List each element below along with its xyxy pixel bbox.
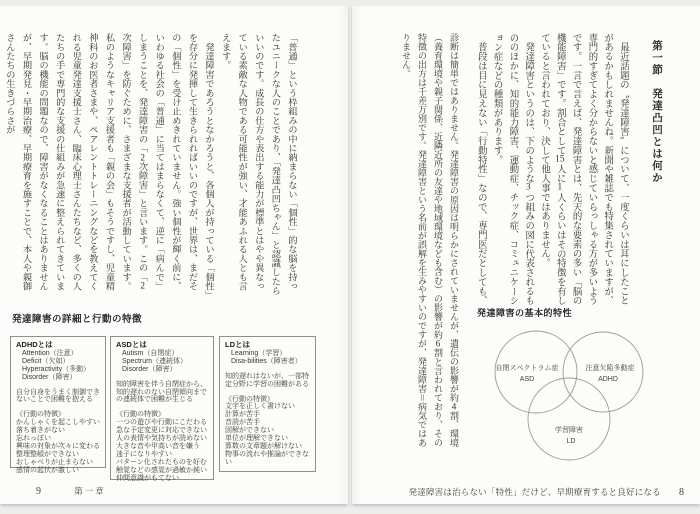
trait-line: 落ち着きがない bbox=[16, 427, 65, 435]
venn-abbr-asd: ASD bbox=[519, 376, 535, 383]
venn-label-asd: 自閉スペクトラム症 bbox=[495, 365, 559, 372]
venn-diagram bbox=[479, 318, 661, 466]
acronym-line: Hyperactivity（多動） bbox=[22, 365, 91, 373]
traits-list bbox=[116, 419, 209, 482]
trait-line: 急な予定変更に対応できない bbox=[116, 427, 207, 435]
acronym-line: Disorder（障害） bbox=[122, 365, 177, 373]
right-page-upper-text bbox=[472, 33, 630, 309]
inline-number: 1 bbox=[557, 183, 563, 193]
venn-diagram-heading: 発達障害の基本的特性 bbox=[477, 308, 573, 318]
venn-circle-ld bbox=[528, 378, 610, 460]
trait-line: 忘れっぽい bbox=[16, 435, 51, 443]
trait-line: かんしゃくを起こしやすい bbox=[16, 419, 100, 427]
trait-line: 音読が苦手 bbox=[225, 419, 260, 427]
acronym-line: Disorder（障害） bbox=[22, 373, 77, 381]
page-number: 9 bbox=[36, 486, 42, 497]
acronym-line: Attention（注意） bbox=[22, 349, 78, 357]
trait-line: 一つの遊びや行動にこだわる bbox=[116, 419, 207, 427]
asd-info-box bbox=[110, 336, 214, 480]
traits-heading: 《行動の特徴》 bbox=[116, 411, 165, 419]
venn-label-adhd: 注意欠陥多動症 bbox=[585, 365, 635, 372]
box-title: ADHDとは bbox=[16, 340, 53, 349]
adhd-info-box bbox=[10, 336, 106, 474]
left-page-body-text bbox=[4, 33, 300, 299]
traits-heading: 《行動の特徴》 bbox=[16, 411, 65, 419]
acronym-list bbox=[16, 350, 101, 382]
trait-line: 興味の対象が次々に変わる bbox=[16, 442, 100, 450]
trait-line: 触覚などの感覚が過敏か鈍い bbox=[116, 466, 207, 474]
venn-abbr-ld: LD bbox=[566, 438, 576, 445]
acronym-line: Deficit（欠如） bbox=[22, 357, 70, 365]
trait-line: 計算が苦手 bbox=[225, 411, 260, 419]
trait-line: 感情の起伏が激しい bbox=[16, 466, 79, 474]
body-paragraph: 発達障害であろうとなかろうと、各個人が持っている「個性」を存分に発揮して生きられればいいのですが、世界は、まだその「個性」を受け止めきれていません。強い個性が輝く前に、いわゆる社会の「普通」に当てはまらなくて、逆に「病んで」しまうことを、発達障害の「2次障害」と言います。この「2次障害」を防ぐために、さまざまな支援者が活動しています。私のようなキャリア支援者も「親の会」もそうですし、児童精神科のお医者さまや、ペアレントトレーニングなどを教えてくれる児童発達支援士さん、臨床心理士さんたちなど、多くの人たちの手で専門的な支援の仕組みが急速に整えられてきています。脳の機能の問題なので、障害がなくなることはありませんが、早期発見・早期治療、早期療育を施すことで、本人や親御さんたちの生きづらさが bbox=[4, 33, 215, 296]
box-description: 知的遅れはないが、一部特定分野に学習の困難がある bbox=[225, 372, 309, 388]
trait-line: 単位が理解できない bbox=[225, 435, 288, 443]
detail-section-heading: 発達障害の詳細と行動の特徴 bbox=[12, 314, 143, 325]
traits-heading: 《行動の特徴》 bbox=[225, 395, 274, 403]
box-description: 知的障害を伴う自閉症から、知的遅れのない自閉傾向までの連続体で困難が生じる bbox=[116, 380, 207, 404]
inline-number: 2 bbox=[140, 152, 145, 162]
running-title: 発達障害は治らない「特性」だけど、早期療育すると良好になる bbox=[408, 487, 661, 497]
trait-line: 大きな音や甲高い音を嫌う bbox=[116, 442, 200, 450]
venn-label-ld: 学習障害 bbox=[555, 427, 583, 434]
right-page-footer bbox=[352, 486, 684, 498]
body-paragraph: 普段は目に見えない「行動特性」なので、専門医だとしても、 bbox=[475, 33, 486, 306]
venn-circle-adhd bbox=[563, 332, 643, 412]
inline-number: 15 bbox=[555, 155, 565, 165]
trait-line: 図解ができない bbox=[225, 427, 274, 435]
left-page bbox=[0, 6, 348, 504]
acronym-list bbox=[225, 350, 311, 366]
trait-line: おしゃべりが止まらない bbox=[16, 458, 93, 466]
body-paragraph: 「普通」という枠組みの中に納まらない「個性」的な脳を持ったユニークな人のことであり、「発達凸凹ちゃん」と認識したらいいのです。成長の仕方や表出する能力が標準とはやや異なっている素敵な人物である可能性が強い、才能あふれる人とも言えます。 bbox=[220, 33, 297, 296]
box-description: 自分自身をうまく制御できないことで困難を抱える bbox=[16, 388, 100, 404]
left-page-footer bbox=[36, 485, 106, 497]
box-title: ASDとは bbox=[116, 340, 147, 349]
traits-list bbox=[16, 419, 101, 474]
chapter-title: 第一節 発達凸凹とは何か bbox=[651, 40, 662, 184]
venn-abbr-adhd: ADHD bbox=[598, 376, 618, 383]
trait-line: 整理整頓ができない bbox=[16, 450, 79, 458]
acronym-line: Spectrum（連続体） bbox=[122, 357, 187, 365]
inline-number: 6 bbox=[435, 339, 441, 348]
right-page bbox=[352, 6, 700, 504]
body-paragraph: 最近話題の〝発達障害〟について、一度くらいは耳にしたことがあるかもしれませんね。新聞や雑誌でも特集されていますが、専門的すぎてよく分からないと感じていらっしゃる方が多いようです。一言で言えば、発達障害とは、先天的な要素の多い「脳の機能障害」です。割合として15人に1人くらいはその特徴を有していると言われており、決して他人事ではありません。 bbox=[539, 33, 628, 306]
venn-circle-asd bbox=[495, 331, 577, 413]
chapter-label: 第一章 bbox=[74, 486, 106, 496]
body-paragraph: 診断は簡単ではありません。発達障害の原因は明らかにされていませんが、遺伝の影響が約4割、環境（養育環境や親子関係、近隣近所の友達や地域環境なども含む）の影響が約6割と言われており、その特徴の出方は千差万別です。発達障害という名前が誤解を生みやすいのですが、発達障害＝病気ではありません。 bbox=[401, 33, 459, 448]
page-number: 8 bbox=[679, 487, 684, 498]
right-page-lower-text bbox=[394, 33, 462, 449]
trait-line: 算数の文章題が解けない bbox=[225, 442, 302, 450]
trait-line: 物事の流れや推論ができない bbox=[225, 450, 309, 466]
body-paragraph: 発達障害というのは、下のような3つ組みの図に代表されるもののほかに、知的能力障害、運動症、チック症、コミュニケーション症などの種類があります。 bbox=[491, 33, 534, 306]
traits-list bbox=[225, 403, 311, 466]
box-title: LDとは bbox=[225, 340, 250, 349]
trait-line: 人の表情や気持ちが読めない bbox=[116, 435, 207, 443]
acronym-line: Learning（学習） bbox=[231, 349, 287, 357]
trait-line: 迷子になりやすい bbox=[116, 450, 172, 458]
inline-number: 3 bbox=[525, 183, 531, 193]
ld-info-box bbox=[219, 336, 316, 472]
trait-line: パターン化されたものを好む bbox=[116, 458, 207, 466]
inline-number: 4 bbox=[451, 402, 457, 411]
trait-line: 仲間意識がもてない bbox=[116, 474, 179, 482]
acronym-line: Disa-bilities（障害者） bbox=[231, 357, 302, 365]
acronym-list bbox=[116, 350, 209, 374]
acronym-line: Autism（自閉症） bbox=[122, 349, 179, 357]
inline-number: 2 bbox=[140, 281, 145, 291]
trait-line: 文字を正しく書けない bbox=[225, 403, 295, 411]
